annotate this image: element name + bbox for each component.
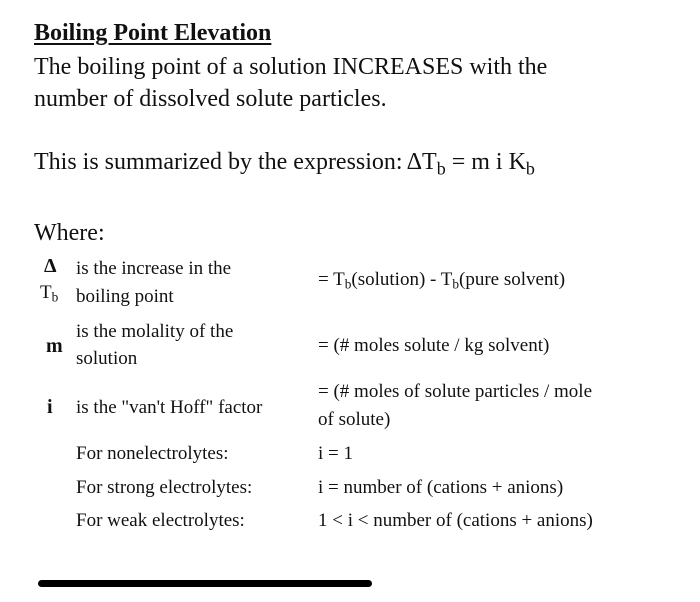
m-description-line-1: is the molality of the [76,321,234,342]
case-label-weak-electrolytes: For weak electrolytes: [76,510,245,531]
m-definition: = (# moles solute / kg solvent) [318,335,550,356]
case-label-nonelectrolytes: For nonelectrolytes: [76,443,229,464]
delta-description-line-1: is the increase in the [76,258,232,279]
i-description: is the "van't Hoff" factor [76,397,263,418]
delta-symbol: Δ [44,255,57,277]
i-symbol: i [47,396,53,418]
case-label-strong-electrolytes: For strong electrolytes: [76,477,253,498]
delta-definition: = $T_b(solution)$ - $T_b(pure$ solvent) [318,269,566,292]
where-label: Where: [34,220,105,246]
intro-line-2: number of dissolved solute particles. [34,86,387,112]
page-title: Boiling Point Elevation [34,20,272,46]
i-definition-line-2: of solute) [318,409,391,430]
summary-label: This is summarized by the expression: [34,149,403,175]
i-definition-line-1: = (# moles of solute particles / mole [318,381,593,402]
intro-line-1: The boiling point of a solution INCREASES with the [34,54,548,80]
case-value-strong-electrolytes: i = number of (cations + anions) [318,477,564,498]
tb-symbol: $T_b$ [40,282,59,305]
delta-description-line-2: boiling point [76,286,174,307]
case-value-weak-electrolytes: 1 < i < number of (cations + anions) [318,510,593,531]
expression-row [34,149,535,179]
m-symbol: m [46,335,63,357]
boiling-point-expression: $\Delta T_b = m$ i $K_b$ [406,149,535,179]
case-value-nonelectrolytes: i = 1 [318,443,353,464]
m-description-line-2: solution [76,348,138,369]
home-indicator[interactable] [38,580,372,587]
